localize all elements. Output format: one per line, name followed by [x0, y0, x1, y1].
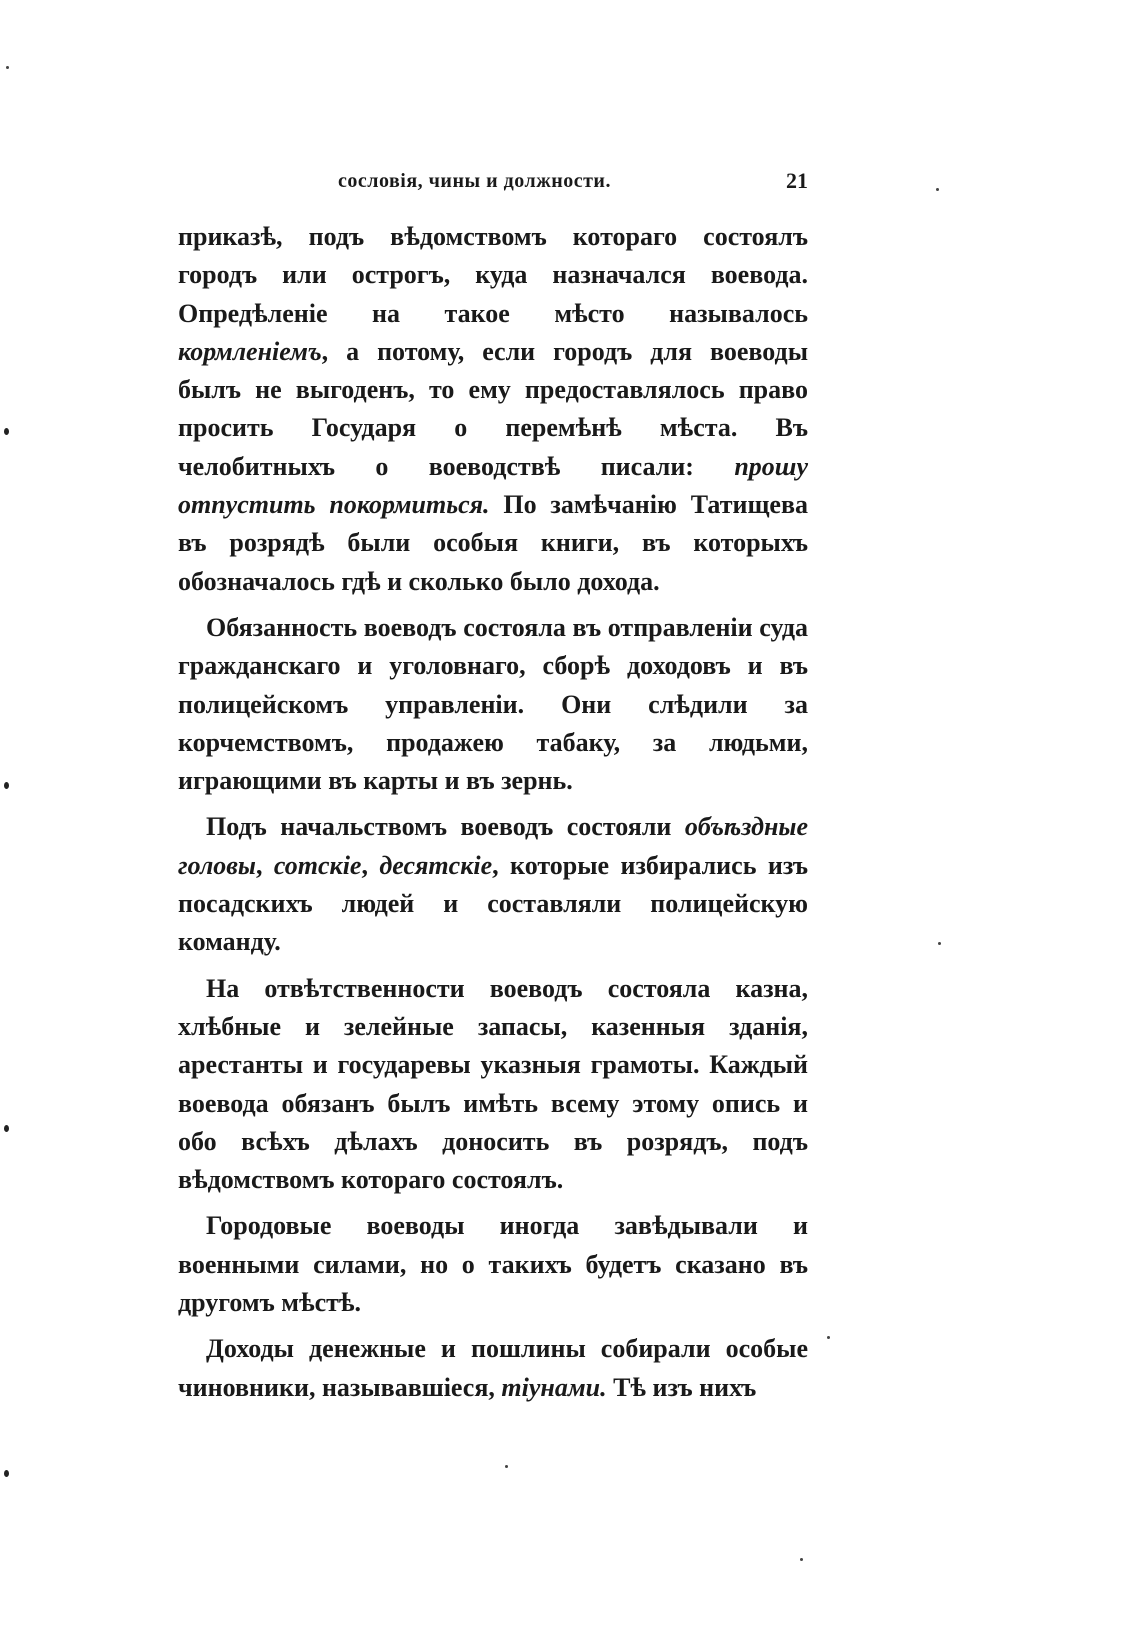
text-run: По замѣчанію Татищева въ розрядѣ были особыя книги, въ которыхъ обозначалось гдѣ и сколько было дохода.: [178, 490, 808, 596]
margin-mark: [4, 1470, 9, 1477]
italic-term: десятскіе: [379, 850, 493, 880]
text-run: Городовые воеводы иногда завѣдывали и военными силами, но о такихъ будетъ сказано въ другомъ мѣстѣ.: [178, 1211, 808, 1318]
text-run: Тѣ изъ нихъ: [606, 1372, 757, 1402]
paragraph-1: [178, 218, 808, 601]
margin-mark: [4, 1125, 9, 1132]
page-number: 21: [786, 168, 808, 193]
italic-term: сотскіе: [273, 850, 362, 880]
paragraph-3: [178, 808, 808, 961]
text-run: , а потому, если городъ для воеводы былъ не выгоденъ, то ему предоставлялось право просить Государя о перемѣнѣ мѣста. Въ челобитныхъ о воеводствѣ писали:: [178, 336, 808, 481]
speck: [800, 1558, 803, 1561]
text-run: ,: [255, 850, 274, 880]
paragraph-6: [178, 1330, 808, 1407]
text-run: На отвѣтственности воеводъ состояла казна, хлѣбные и зелейные запасы, казенныя зданія, арестанты и государевы указныя грамоты. Каждый воевода обязанъ былъ имѣть всему этому опись и обо всѣхъ дѣлахъ доносить въ розрядъ, подъ вѣдомствомъ котораго состоялъ.: [178, 973, 808, 1195]
speck: [936, 188, 939, 191]
paragraph-5: [178, 1207, 808, 1322]
text-run: Подъ начальствомъ воеводъ состояли: [206, 812, 685, 842]
running-title: сословія, чины и должности.: [338, 170, 611, 192]
paragraph-4: [178, 970, 808, 1200]
text-run: ,: [361, 850, 380, 880]
text-body: [178, 218, 808, 1415]
text-run: приказѣ, подъ вѣдомствомъ котораго состоялъ городъ или острогъ, куда назначался воевода. Опредѣленіе на такое мѣсто называлось: [178, 222, 808, 328]
margin-mark: [4, 782, 9, 789]
speck: [6, 66, 9, 69]
italic-term: тіунами.: [501, 1372, 607, 1402]
speck: [938, 942, 941, 945]
italic-term: объѣздные головы: [178, 812, 808, 880]
italic-term: прошу отпустить покормиться.: [178, 451, 808, 520]
paragraph-2: [178, 609, 808, 800]
text-run: , которые избирались изъ посадскихъ людей и составляли полицейскую команду.: [178, 850, 809, 957]
running-head: [178, 168, 808, 202]
text-run: Обязанность воеводъ состояла въ отправленіи суда гражданскаго и уголовнаго, сборѣ доходовъ и въ полицейскомъ управленіи. Они слѣдили за корчемствомъ, продажею табаку, за людьми, играющими въ карты и въ зернь.: [178, 612, 808, 796]
speck: [827, 1336, 830, 1339]
margin-mark: [4, 428, 9, 435]
italic-term: кормленіемъ: [178, 336, 322, 366]
text-run: Доходы денежные и пошлины собирали особые чиновники, называвшіеся,: [178, 1334, 808, 1402]
speck: [505, 1465, 508, 1468]
